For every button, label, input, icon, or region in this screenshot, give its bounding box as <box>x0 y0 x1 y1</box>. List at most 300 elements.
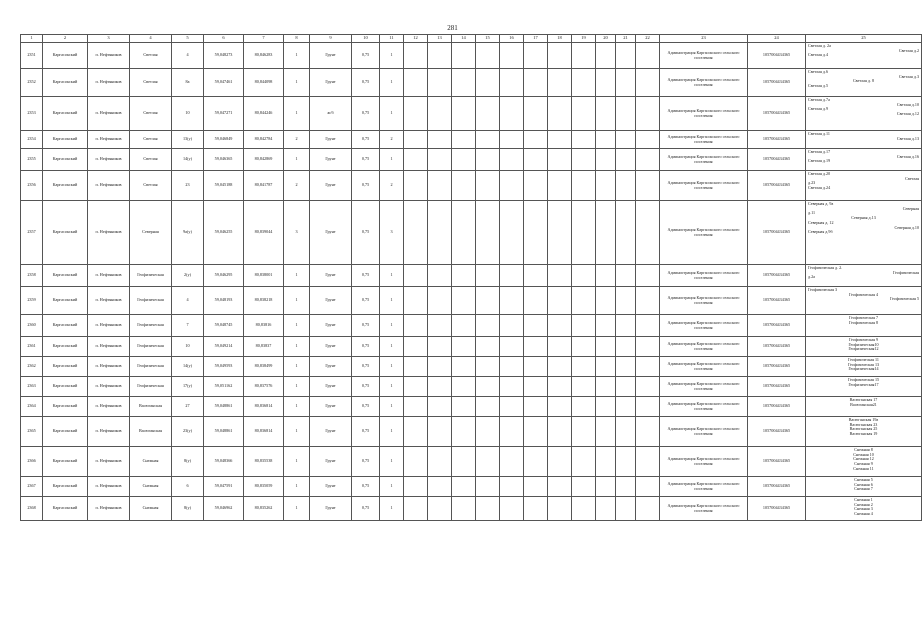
empty-cell <box>596 337 616 357</box>
empty-cell <box>572 149 596 171</box>
inn-cell: 1057004434365 <box>748 201 806 265</box>
address-line: Снежная 2 <box>854 501 873 507</box>
column-number-cell: 2 <box>43 35 88 43</box>
empty-cell <box>500 497 524 521</box>
empty-cell <box>548 43 572 69</box>
address-line: Снежная 12 <box>853 456 874 462</box>
house-cell: 7 <box>172 315 204 337</box>
served-addresses-cell <box>806 265 922 287</box>
inn-cell: 1057004434365 <box>748 477 806 497</box>
column-number-cell: 15 <box>476 35 500 43</box>
container-count-cell: 1 <box>284 287 310 315</box>
house-cell: 14(у) <box>172 357 204 377</box>
address-line: Геофизическая 11 <box>848 357 879 362</box>
district-cell: Каргасокский <box>43 397 88 417</box>
empty-cell <box>548 287 572 315</box>
surface-cell: Грунт <box>310 477 352 497</box>
empty-cell <box>636 447 660 477</box>
empty-cell <box>548 397 572 417</box>
address-line: Светлая д.10 <box>896 101 919 107</box>
address-line: Северная д.13 <box>851 215 876 221</box>
address-line: Снежная 10 <box>853 451 874 457</box>
empty-cell <box>548 377 572 397</box>
longitude-cell: 80,835538 <box>244 447 284 477</box>
empty-cell <box>428 171 452 201</box>
empty-cell <box>616 357 636 377</box>
column-number-cell: 24 <box>748 35 806 43</box>
owner-cell: Администрация Каргасокского сельского поселения <box>660 377 748 397</box>
empty-cell <box>452 497 476 521</box>
address-line: Снежная 5 <box>854 477 873 482</box>
empty-cell <box>636 149 660 171</box>
address-line: Светлая д.20 <box>808 171 831 176</box>
latitude-cell: 59,046962 <box>204 497 244 521</box>
record-number-cell: 2363 <box>21 377 43 397</box>
volume-cell: 0,75 <box>352 287 380 315</box>
record-number-cell: 2364 <box>21 397 43 417</box>
empty-cell <box>476 43 500 69</box>
column-number-cell: 21 <box>616 35 636 43</box>
container-count-cell: 1 <box>284 265 310 287</box>
address-line: Светлая д.12 <box>896 111 919 117</box>
house-cell: 2(у) <box>172 265 204 287</box>
empty-cell <box>596 397 616 417</box>
street-cell: Снежная <box>130 477 172 497</box>
empty-cell <box>616 315 636 337</box>
latitude-cell: 59,046365 <box>204 149 244 171</box>
table-row <box>21 447 922 477</box>
empty-cell <box>500 265 524 287</box>
served-addresses-cell <box>806 315 922 337</box>
quantity-cell: 1 <box>380 337 404 357</box>
street-cell: Светлая <box>130 69 172 97</box>
inn-cell: 1057004434365 <box>748 357 806 377</box>
empty-cell <box>476 477 500 497</box>
surface-cell: Грунт <box>310 397 352 417</box>
owner-cell: Администрация Каргасокского сельского поселения <box>660 171 748 201</box>
empty-cell <box>428 447 452 477</box>
latitude-cell: 59,046849 <box>204 131 244 149</box>
empty-cell <box>616 397 636 417</box>
longitude-cell: 80,842784 <box>244 131 284 149</box>
empty-cell <box>636 265 660 287</box>
record-number-cell: 2354 <box>21 131 43 149</box>
empty-cell <box>428 417 452 447</box>
quantity-cell: 2 <box>380 131 404 149</box>
address-line: Северная д. 12 <box>808 219 834 225</box>
settlement-cell: п. Нефтяников <box>88 447 130 477</box>
quantity-cell: 1 <box>380 377 404 397</box>
latitude-cell: 59,047271 <box>204 97 244 131</box>
served-addresses-cell <box>806 357 922 377</box>
address-line: д.2а <box>808 274 815 280</box>
volume-cell: 0,75 <box>352 477 380 497</box>
street-cell: Светлая <box>130 149 172 171</box>
inn-cell: 1057004434365 <box>748 287 806 315</box>
address-line: Васюганская 19 <box>849 431 878 437</box>
empty-cell <box>548 69 572 97</box>
column-number-cell: 23 <box>660 35 748 43</box>
empty-cell <box>428 357 452 377</box>
inn-cell: 1057004434365 <box>748 149 806 171</box>
house-cell: 4 <box>172 287 204 315</box>
empty-cell <box>476 357 500 377</box>
address-line: Геофизическая17 <box>848 381 879 387</box>
district-cell: Каргасокский <box>43 171 88 201</box>
inn-cell: 1057004434365 <box>748 43 806 69</box>
address-line: Светлая д.13 <box>896 135 919 141</box>
empty-cell <box>572 417 596 447</box>
volume-cell: 0,75 <box>352 315 380 337</box>
surface-cell: Грунт <box>310 417 352 447</box>
street-cell: Светлая <box>130 97 172 131</box>
house-cell: 8(у) <box>172 447 204 477</box>
latitude-cell: 59,048193 <box>204 287 244 315</box>
container-count-cell: 2 <box>284 171 310 201</box>
inn-cell: 1057004434365 <box>748 377 806 397</box>
empty-cell <box>404 315 428 337</box>
owner-cell: Администрация Каргасокского сельского поселения <box>660 287 748 315</box>
address-line: Геофизическая10 <box>848 341 879 347</box>
longitude-cell: 80,846283 <box>244 43 284 69</box>
empty-cell <box>404 43 428 69</box>
served-addresses-cell <box>806 171 922 201</box>
surface-cell: Грунт <box>310 131 352 149</box>
latitude-cell: 59,049214 <box>204 337 244 357</box>
empty-cell <box>524 43 548 69</box>
street-cell: Геофизическая <box>130 337 172 357</box>
latitude-cell: 59,046295 <box>204 265 244 287</box>
record-number-cell: 2355 <box>21 149 43 171</box>
empty-cell <box>452 201 476 265</box>
street-cell: Светлая <box>130 43 172 69</box>
district-cell: Каргасокский <box>43 337 88 357</box>
empty-cell <box>524 497 548 521</box>
served-addresses-cell <box>806 97 922 131</box>
street-cell: Северная <box>130 201 172 265</box>
empty-cell <box>572 131 596 149</box>
empty-cell <box>548 337 572 357</box>
empty-cell <box>404 265 428 287</box>
column-number-cell: 1 <box>21 35 43 43</box>
empty-cell <box>548 171 572 201</box>
empty-cell <box>404 287 428 315</box>
empty-cell <box>596 131 616 149</box>
street-cell: Геофизическая <box>130 287 172 315</box>
table-row <box>21 497 922 521</box>
empty-cell <box>596 43 616 69</box>
surface-cell: Грунт <box>310 447 352 477</box>
owner-cell: Администрация Каргасокского сельского поселения <box>660 131 748 149</box>
empty-cell <box>636 201 660 265</box>
empty-cell <box>428 287 452 315</box>
street-cell: Светлая <box>130 131 172 149</box>
empty-cell <box>596 69 616 97</box>
column-number-cell: 5 <box>172 35 204 43</box>
served-addresses-cell <box>806 497 922 521</box>
longitude-cell: 80,839044 <box>244 201 284 265</box>
house-cell: 4 <box>172 43 204 69</box>
empty-cell <box>616 171 636 201</box>
empty-cell <box>572 171 596 201</box>
registry-body <box>21 35 922 521</box>
table-row <box>21 315 922 337</box>
settlement-cell: п. Нефтяников <box>88 131 130 149</box>
address-line: Геофизическая 15 <box>847 377 880 382</box>
empty-cell <box>428 43 452 69</box>
inn-cell: 1057004434365 <box>748 497 806 521</box>
quantity-cell: 1 <box>380 497 404 521</box>
address-line: Северная д.9б <box>808 229 833 235</box>
empty-cell <box>616 201 636 265</box>
owner-cell: Администрация Каргасокского сельского поселения <box>660 497 748 521</box>
address-line: Геофизическая 5 <box>889 296 919 302</box>
table-row <box>21 69 922 97</box>
empty-cell <box>548 497 572 521</box>
record-number-cell: 2356 <box>21 171 43 201</box>
served-addresses-cell <box>806 417 922 447</box>
latitude-cell: 59,049593 <box>204 357 244 377</box>
record-number-cell: 2365 <box>21 417 43 447</box>
empty-cell <box>616 69 636 97</box>
empty-cell <box>500 447 524 477</box>
address-line: Геофизическая14 <box>848 366 879 372</box>
column-number-cell: 19 <box>572 35 596 43</box>
empty-cell <box>572 97 596 131</box>
address-line: Светлая д.4 <box>808 52 829 58</box>
table-row <box>21 201 922 265</box>
empty-cell <box>524 477 548 497</box>
empty-cell <box>524 265 548 287</box>
address-line: Светлая <box>905 175 919 181</box>
address-line: Светлая д.7а <box>808 97 830 102</box>
street-cell: Светлая <box>130 171 172 201</box>
empty-cell <box>476 497 500 521</box>
record-number-cell: 2352 <box>21 69 43 97</box>
longitude-cell: 80,837576 <box>244 377 284 397</box>
owner-cell: Администрация Каргасокского сельского поселения <box>660 357 748 377</box>
record-number-cell: 2367 <box>21 477 43 497</box>
district-cell: Каргасокский <box>43 357 88 377</box>
empty-cell <box>452 149 476 171</box>
address-line: Васюганская21 <box>850 401 877 407</box>
quantity-cell: 1 <box>380 397 404 417</box>
empty-cell <box>616 497 636 521</box>
empty-cell <box>596 97 616 131</box>
address-line: Северная <box>902 205 919 211</box>
surface-cell: Грунт <box>310 265 352 287</box>
empty-cell <box>452 447 476 477</box>
empty-cell <box>636 497 660 521</box>
column-number-cell: 9 <box>310 35 352 43</box>
address-line: Геофизическая <box>893 269 919 275</box>
address-line: д.11 <box>808 210 816 216</box>
volume-cell: 0,75 <box>352 377 380 397</box>
house-cell: 27 <box>172 397 204 417</box>
street-cell: Геофизическая <box>130 315 172 337</box>
address-line: Геофизическая 4 <box>848 291 879 297</box>
settlement-cell: п. Нефтяников <box>88 337 130 357</box>
empty-cell <box>548 201 572 265</box>
empty-cell <box>524 171 548 201</box>
record-number-cell: 2360 <box>21 315 43 337</box>
latitude-cell: 59,045188 <box>204 171 244 201</box>
empty-cell <box>616 265 636 287</box>
empty-cell <box>500 201 524 265</box>
empty-cell <box>524 149 548 171</box>
inn-cell: 1057004434365 <box>748 131 806 149</box>
empty-cell <box>476 201 500 265</box>
empty-cell <box>404 477 428 497</box>
longitude-cell: 80,838001 <box>244 265 284 287</box>
inn-cell: 1057004434365 <box>748 337 806 357</box>
district-cell: Каргасокский <box>43 477 88 497</box>
settlement-cell: п. Нефтяников <box>88 417 130 447</box>
record-number-cell: 2351 <box>21 43 43 69</box>
column-number-cell: 6 <box>204 35 244 43</box>
empty-cell <box>572 477 596 497</box>
empty-cell <box>452 265 476 287</box>
empty-cell <box>548 477 572 497</box>
inn-cell: 1057004434365 <box>748 265 806 287</box>
table-row <box>21 287 922 315</box>
address-line: Светлая д.5 <box>808 83 829 89</box>
volume-cell: 0,75 <box>352 131 380 149</box>
house-cell: 23(у) <box>172 417 204 447</box>
address-line: Северная д. 9а <box>808 201 834 206</box>
empty-cell <box>548 131 572 149</box>
empty-cell <box>616 377 636 397</box>
table-row <box>21 43 922 69</box>
volume-cell: 0,75 <box>352 497 380 521</box>
district-cell: Каргасокский <box>43 201 88 265</box>
address-line: Светлая д. 8 <box>852 78 875 84</box>
empty-cell <box>428 131 452 149</box>
column-number-cell: 11 <box>380 35 404 43</box>
address-line: Геофизическая 9 <box>848 337 879 342</box>
empty-cell <box>636 131 660 149</box>
column-number-cell: 4 <box>130 35 172 43</box>
empty-cell <box>572 337 596 357</box>
empty-cell <box>500 377 524 397</box>
street-cell: Васюганская <box>130 417 172 447</box>
table-row <box>21 97 922 131</box>
address-line: Снежная 3 <box>854 506 873 512</box>
empty-cell <box>572 287 596 315</box>
empty-cell <box>524 287 548 315</box>
empty-cell <box>596 171 616 201</box>
surface-cell: Грунт <box>310 497 352 521</box>
empty-cell <box>452 131 476 149</box>
surface-cell: Грунт <box>310 337 352 357</box>
quantity-cell: 3 <box>380 201 404 265</box>
served-addresses-cell <box>806 377 922 397</box>
empty-cell <box>404 397 428 417</box>
volume-cell: 0,75 <box>352 149 380 171</box>
owner-cell: Администрация Каргасокского сельского поселения <box>660 97 748 131</box>
empty-cell <box>452 397 476 417</box>
owner-cell: Администрация Каргасокского сельского поселения <box>660 477 748 497</box>
served-addresses-cell <box>806 397 922 417</box>
table-row <box>21 417 922 447</box>
empty-cell <box>428 397 452 417</box>
inn-cell: 1057004434365 <box>748 397 806 417</box>
longitude-cell: 80,835059 <box>244 477 284 497</box>
district-cell: Каргасокский <box>43 417 88 447</box>
container-count-cell: 1 <box>284 69 310 97</box>
container-count-cell: 1 <box>284 357 310 377</box>
street-cell: Снежная <box>130 497 172 521</box>
record-number-cell: 2359 <box>21 287 43 315</box>
latitude-cell: 59,046255 <box>204 201 244 265</box>
empty-cell <box>500 417 524 447</box>
empty-cell <box>428 337 452 357</box>
settlement-cell: п. Нефтяников <box>88 315 130 337</box>
district-cell: Каргасокский <box>43 287 88 315</box>
owner-cell: Администрация Каргасокского сельского поселения <box>660 397 748 417</box>
empty-cell <box>428 201 452 265</box>
empty-cell <box>548 357 572 377</box>
empty-cell <box>452 417 476 447</box>
house-cell: 17(у) <box>172 377 204 397</box>
owner-cell: Администрация Каргасокского сельского поселения <box>660 315 748 337</box>
surface-cell: ж/б <box>310 97 352 131</box>
container-count-cell: 1 <box>284 377 310 397</box>
empty-cell <box>428 497 452 521</box>
latitude-cell: 59,051162 <box>204 377 244 397</box>
empty-cell <box>476 377 500 397</box>
empty-cell <box>428 477 452 497</box>
volume-cell: 0,75 <box>352 265 380 287</box>
address-line: Снежная 6 <box>854 481 873 487</box>
latitude-cell: 59,047461 <box>204 69 244 97</box>
empty-cell <box>596 497 616 521</box>
address-line: Васюганская 17 <box>849 397 878 402</box>
empty-cell <box>524 315 548 337</box>
empty-cell <box>596 287 616 315</box>
owner-cell: Администрация Каргасокского сельского поселения <box>660 201 748 265</box>
empty-cell <box>476 97 500 131</box>
empty-cell <box>452 69 476 97</box>
container-count-cell: 3 <box>284 201 310 265</box>
empty-cell <box>428 315 452 337</box>
empty-cell <box>524 337 548 357</box>
empty-cell <box>476 447 500 477</box>
empty-cell <box>476 131 500 149</box>
settlement-cell: п. Нефтяников <box>88 357 130 377</box>
column-number-cell: 13 <box>428 35 452 43</box>
empty-cell <box>524 447 548 477</box>
empty-cell <box>524 69 548 97</box>
volume-cell: 0,75 <box>352 43 380 69</box>
address-line: Светлая д.17 <box>808 149 831 154</box>
empty-cell <box>404 357 428 377</box>
empty-cell <box>548 417 572 447</box>
container-count-cell: 1 <box>284 337 310 357</box>
empty-cell <box>476 417 500 447</box>
container-count-cell: 1 <box>284 397 310 417</box>
settlement-cell: п. Нефтяников <box>88 265 130 287</box>
column-number-cell: 25 <box>806 35 922 43</box>
empty-cell <box>524 357 548 377</box>
street-cell: Геофизическая <box>130 357 172 377</box>
empty-cell <box>476 337 500 357</box>
empty-cell <box>548 265 572 287</box>
empty-cell <box>500 287 524 315</box>
column-number-cell: 17 <box>524 35 548 43</box>
empty-cell <box>452 477 476 497</box>
volume-cell: 0,75 <box>352 447 380 477</box>
